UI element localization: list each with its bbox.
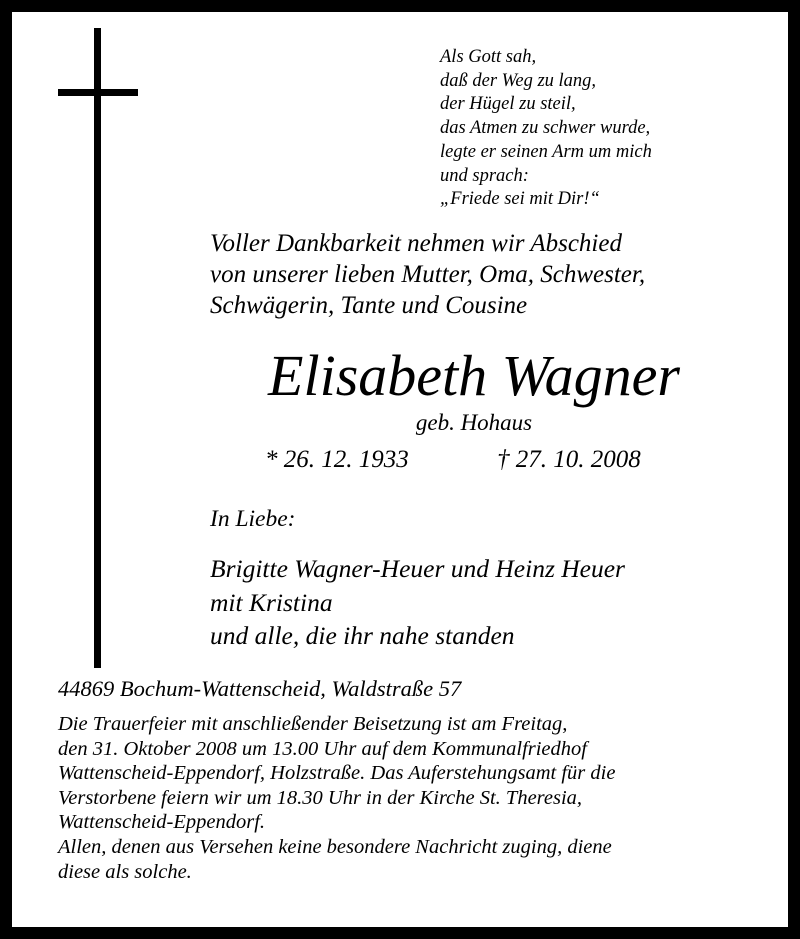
intro-line: von unserer lieben Mutter, Oma, Schwester, <box>210 261 646 288</box>
notice-line: Die Trauerfeier mit anschließender Beisetzung ist am Freitag, <box>58 713 568 735</box>
mourner-line: mit Kristina <box>210 587 333 617</box>
maiden-name: geb. Hohaus <box>415 410 533 435</box>
mourner-line: Brigitte Wagner-Heuer und Heinz Heuer <box>210 554 625 583</box>
death-date: † 27. 10. 2008 <box>497 446 641 473</box>
intro-text <box>210 228 645 321</box>
cross-icon-bar <box>58 89 138 96</box>
poem-line: Als Gott sah, <box>440 47 537 67</box>
poem-line: das Atmen zu schwer wurde, <box>440 118 651 139</box>
notice-line: Wattenscheid-Eppendorf, Holzstraße. Das Auferstehungsamt für die <box>58 762 616 785</box>
poem-line: „Friede sei mit Dir!“ <box>440 189 600 210</box>
notice-line: Wattenscheid-Eppendorf. <box>58 811 266 834</box>
notice-line: den 31. Oktober 2008 um 13.00 Uhr auf dem Kommunalfriedhof <box>58 737 587 760</box>
address: 44869 Bochum-Wattenscheid, Waldstraße 57 <box>58 676 462 701</box>
poem-line: der Hügel zu steil, <box>440 94 576 115</box>
birth-date: * 26. 12. 1933 <box>265 446 409 473</box>
mourners-list <box>210 552 625 653</box>
mourner-line: und alle, die ihr nahe standen <box>210 621 515 650</box>
poem-line: und sprach: <box>440 165 529 186</box>
notice-line: Verstorbene feiern wir um 18.30 Uhr in der Kirche St. Theresia, <box>58 786 583 809</box>
mourners-heading: In Liebe: <box>210 506 296 532</box>
poem <box>440 46 652 212</box>
funeral-notice <box>58 712 615 884</box>
notice-line: diese als solche. <box>58 860 192 883</box>
intro-line: Voller Dankbarkeit nehmen wir Abschied <box>210 230 622 257</box>
poem-line: legte er seinen Arm um mich <box>440 141 652 162</box>
intro-line: Schwägerin, Tante und Cousine <box>210 292 528 319</box>
poem-line: daß der Weg zu lang, <box>440 70 597 91</box>
notice-line: Allen, denen aus Versehen keine besondere Nachricht zuging, diene <box>58 835 612 858</box>
deceased-name: Elisabeth Wagner <box>268 343 680 408</box>
